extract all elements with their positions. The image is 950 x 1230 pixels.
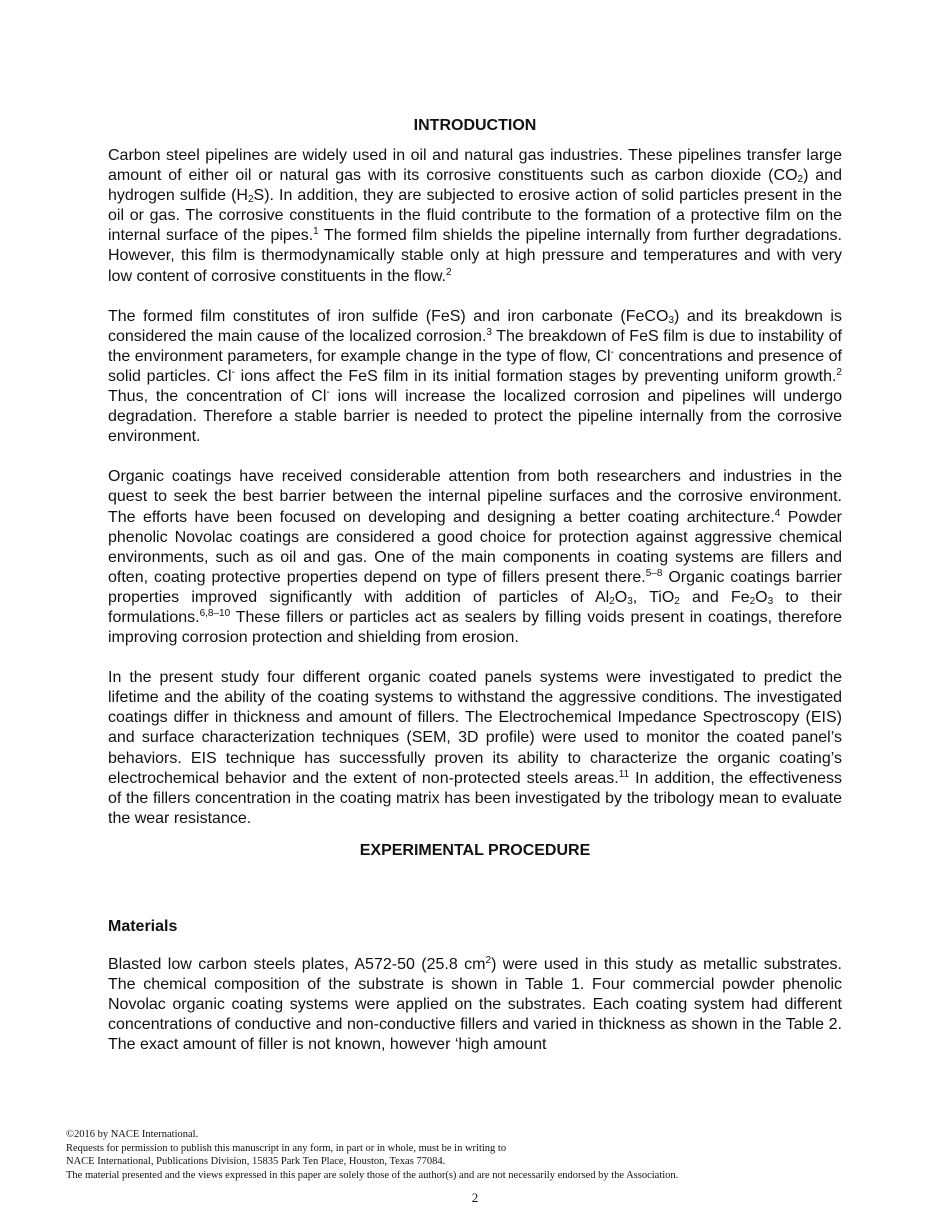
materials-heading: Materials — [108, 917, 178, 935]
citation-ref: 4 — [774, 507, 781, 519]
citation-ref: 6,8–10 — [199, 607, 231, 619]
copyright-footer — [66, 1128, 886, 1182]
footer-line: The material presented and the views expressed in this paper are solely those of the author(s) and are not necessarily endorsed by the Association. — [66, 1169, 679, 1181]
citation-ref: 2 — [445, 266, 452, 278]
footer-line: NACE International, Publications Division, 15835 Park Ten Place, Houston, Texas 77084. — [66, 1156, 446, 1167]
citation-ref: 2 — [836, 366, 842, 378]
intro-paragraph-4: In the present study four different organic coated panels systems were investigated to predict the lifetime and the ability of the coating systems to withstand the aggressive conditions. The investigated coatings differ in thickness and amount of fillers. The Electrochemical Impedance Spectroscopy (EIS) and surface characterization techniques (SEM, 3D profile) were used to monitor the coated panel’s behaviors. EIS technique has successfully proven its ability to characterize the organic coating’s electrochemical behavior and the extent of non-protected steels areas.$^{11}$ In addition, the effectiveness of the fillers concentration in the coating matrix has been investigated by the tribology mean to evaluate the wear resistance. — [108, 669, 843, 827]
materials-paragraph: Blasted low carbon steels plates, A572-50 (25.8 $cm^2$) were used in this study as metallic substrates. The chemical composition of the substrate is shown in Table 1. Four commercial powder phenolic Novolac organic coating systems were applied on the substrates. Each coating system had different concentrations of conductive and non-conductive fillers and varied in thickness as shown in the Table 2. The exact amount of filler is not known, however ‘high amount — [108, 954, 843, 1054]
footer-line: ©2016 by NACE International. — [66, 1129, 199, 1140]
page-content — [108, 116, 842, 1075]
citation-ref: 5–8 — [645, 567, 663, 579]
intro-paragraph-2: The formed film constitutes of iron sulfide (FeS) and iron carbonate (FeCO$_3$) and its breakdown is considered the main cause of the localized corrosion.$^3$ The breakdown of FeS film is due to instability of the environment parameters, for example change in the type of flow, Cl- concentrations and presence of solid particles. Cl- ions affect the FeS film in its initial formation stages by preventing uniform growth.$^2$ Thus, the concentration of Cl- ions will increase the localized corrosion and pipelines will undergo degradation. Therefore a stable barrier is needed to protect the pipeline internally from the corrosive environment. — [108, 307, 843, 446]
intro-paragraph-3: Organic coatings have received considerable attention from both researchers and industries in the quest to seek the best barrier between the internal pipeline surfaces and the corrosive environment. The efforts have been focused on developing and designing a better coating architecture.$^4$ Powder phenolic Novolac coatings are considered a good choice for protection against aggressive chemical environments, such as oil and gas. One of the main components in coating systems are fillers and often, coating protective properties depend on type of fillers present there.$^{5-8}$ Organic coatings barrier properties improved significantly with addition of particles of $Al_2O_3$, TiO$_2$ and $Fe_2O_3$ to their formulations.$^{6,8-10}$ These fillers or particles act as sealers by filling voids present in coatings, therefore improving corrosion protection and shielding from erosion. — [108, 468, 843, 647]
introduction-heading: INTRODUCTION — [413, 117, 537, 134]
footer-line: Requests for permission to publish this manuscript in any form, in part or in whole, must be in writing to — [66, 1142, 507, 1154]
intro-paragraph-1: Carbon steel pipelines are widely used in oil and natural gas industries. These pipelines transfer large amount of either oil or natural gas with its corrosive constituents such as carbon dioxide $(CO_2)$ and hydrogen sulfide $(H_2S)$. In addition, they are subjected to erosive action of solid particles present in the oil or gas. The corrosive constituents in the fluid contribute to the formation of a protective film on the internal surface of the pipes.$^1$ The formed film shields the pipeline internally from further degradations. However, this film is thermodynamically stable only at high pressure and temperatures and with very low content of corrosive constituents in the flow.$^2$ — [108, 147, 842, 285]
experimental-procedure-heading: EXPERIMENTAL PROCEDURE — [359, 841, 591, 859]
citation-ref: 3 — [486, 326, 492, 338]
citation-ref: 1 — [313, 226, 319, 238]
page-number: 2 — [471, 1190, 479, 1205]
citation-ref: 11 — [618, 768, 630, 780]
